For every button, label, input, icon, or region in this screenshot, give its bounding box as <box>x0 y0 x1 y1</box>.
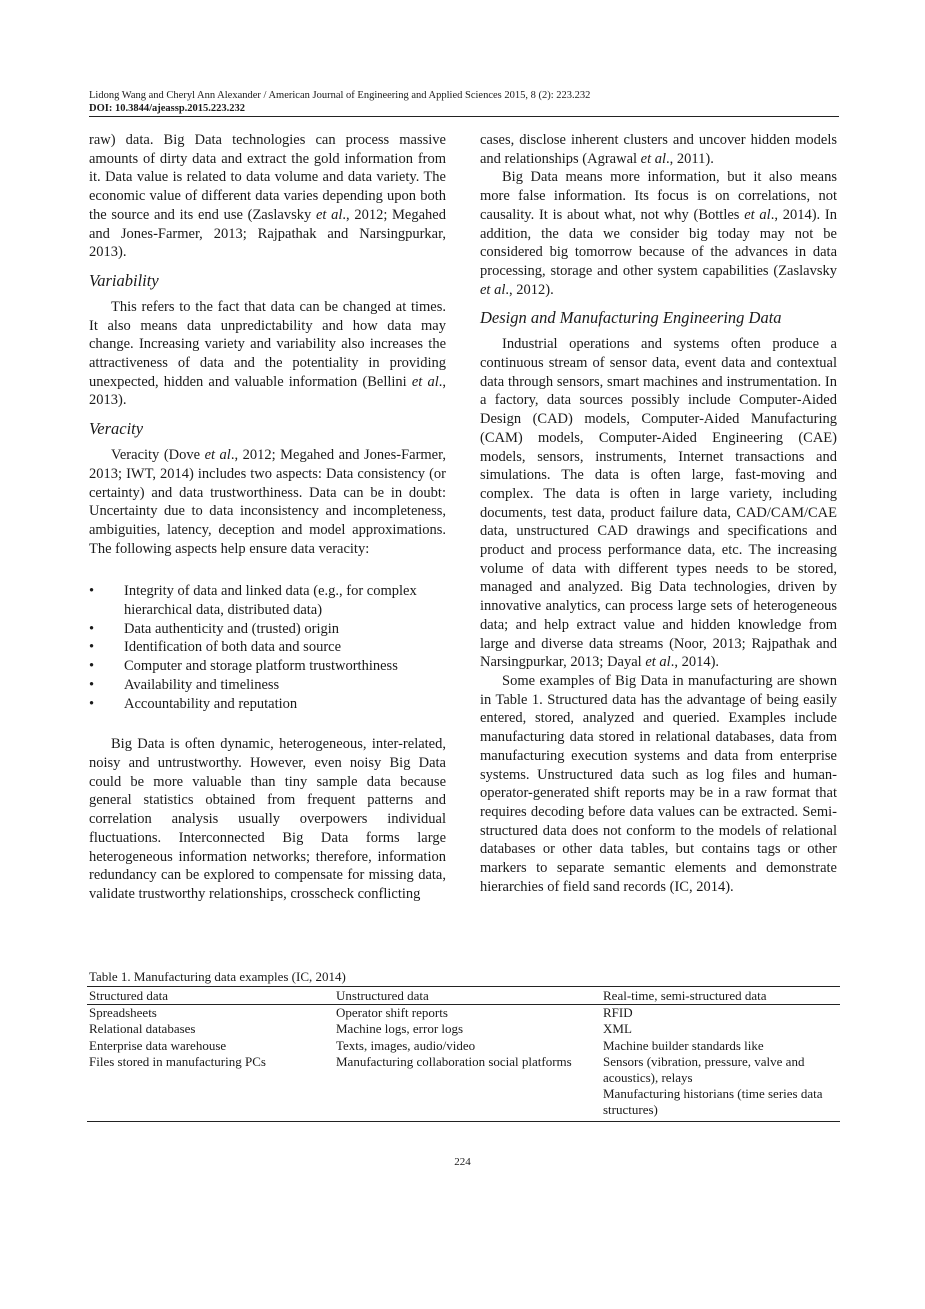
bullet-icon: • <box>89 620 95 637</box>
table-cell: Sensors (vibration, pressure, valve and acoustics), relays <box>603 1053 805 1086</box>
table-row <box>87 1021 840 1037</box>
bullet-icon: • <box>89 639 95 656</box>
column-header: Real-time, semi-structured data <box>601 987 840 1005</box>
paragraph-veracity: Veracity (Dove et al., 2012; Megahed and Jones-Farmer, 2013; IWT, 2014) includes two aspects: Data consistency (or certainty) and data trustworthiness. Data can be in doubt: Uncertainty due to data inconsistency and incompleteness, ambiguities, latency, deception and model approximations. The following aspects help ensure data veracity: <box>89 447 446 557</box>
list-item: • Availability and timeliness <box>89 676 280 693</box>
header-rule <box>89 116 839 117</box>
column-header: Structured data <box>87 987 334 1005</box>
heading-design-manufacturing: Design and Manufacturing Engineering Data <box>480 308 782 328</box>
list-item: • Accountability and reputation <box>89 695 298 712</box>
paragraph-value-continued: raw) data. Big Data technologies can process massive amounts of dirty data and extract the gold information from it. Data value is related to data volume and data variety. The economic value of different data varies depending upon both the source and its end use (Zaslavsky et al., 2012; Megahed and Jones-Farmer, 2013; Rajpathak and Narsingpurkar, 2013). <box>89 132 446 261</box>
bullet-icon: • <box>89 695 95 712</box>
table-cell <box>334 1086 601 1121</box>
table-row <box>87 1005 840 1022</box>
table-cell: Operator shift reports <box>336 1005 448 1021</box>
table-header-row <box>87 987 840 1005</box>
table-cell: Manufacturing collaboration social platforms <box>336 1053 572 1069</box>
list-item: • Computer and storage platform trustworthiness <box>89 658 398 675</box>
table-cell: Relational databases <box>89 1021 196 1037</box>
table-cell <box>87 1086 334 1121</box>
bullet-icon: • <box>89 583 95 600</box>
paragraph-cases-continued: cases, disclose inherent clusters and uncover hidden models and relationships (Agrawal et al., 2011). <box>480 132 837 167</box>
bullet-icon: • <box>89 658 95 675</box>
table-row <box>87 1054 840 1086</box>
list-item: • Identification of both data and source <box>89 639 342 656</box>
table-caption: Table 1. Manufacturing data examples (IC, 2014) <box>89 969 346 984</box>
table-cell: Texts, images, audio/video <box>336 1037 476 1053</box>
paragraph-more-information: Big Data means more information, but it also means more false information. Its focus is on correlations, not causality. It is about what, not why (Bottles et al., 2014). In addition, the data we consider big today may not be considered big tomorrow because of the advances in data processing, storage and other system capabilities (Zaslavsky et al., 2012). <box>480 169 837 298</box>
list-item: • Data authenticity and (trusted) origin <box>89 620 340 637</box>
manufacturing-data-table <box>87 986 840 1122</box>
table-cell: RFID <box>603 1005 633 1021</box>
page-number: 224 <box>454 1156 471 1168</box>
heading-variability: Variability <box>89 270 159 290</box>
table-cell: Enterprise data warehouse <box>89 1037 227 1053</box>
header-doi: DOI: 10.3844/ajeassp.2015.223.232 <box>89 102 246 114</box>
table-cell: XML <box>603 1021 632 1037</box>
running-header <box>89 90 839 115</box>
table-cell: Spreadsheets <box>89 1005 157 1021</box>
paragraph-big-data-dynamic: Big Data is often dynamic, heterogeneous, inter-related, noisy and untrustworthy. However, even noisy Big Data could be more valuable than tiny sample data because general statistics obtained from frequent patterns and correlation analysis usually overpowers individual fluctuations. Interconnected Big Data forms large heterogeneous information networks; therefore, information redundancy can be explored to compensate for missing data, validate trustworthy relationships, crosscheck conflicting <box>89 736 446 902</box>
right-column <box>480 131 837 896</box>
column-header: Unstructured data <box>334 987 601 1005</box>
table-cell: Machine logs, error logs <box>336 1021 464 1037</box>
table-cell: Manufacturing historians (time series data structures) <box>601 1086 840 1121</box>
bullet-icon: • <box>89 676 95 693</box>
table-cell: Files stored in manufacturing PCs <box>89 1053 266 1069</box>
table-cell: Machine builder standards like <box>603 1037 764 1053</box>
table-row <box>87 1038 840 1054</box>
paragraph-variability: This refers to the fact that data can be changed at times. It also means data unpredictability and how data may change. Increasing variety and variability also increases the attractiveness of data and the potentiality in providing unexpected, hidden and valuable information (Bellini et al., 2013). <box>89 298 446 409</box>
veracity-bullet-list <box>89 582 446 713</box>
paragraph-industrial-operations: Industrial operations and systems often produce a continuous stream of sensor data, event data and contextual data through sensors, smart machines and instrumentation. In a factory, data sources possibly include Computer-Aided Design (CAD) models, Computer-Aided Manufacturing (CAM) models, Computer-Aided Engineering (CAE) models, sensors, instruments, Internet transactions and simulations. The data is often large, fast-moving and complex. The data is often in large variety, including documents, test data, product failure data, CAD/CAM/CAE data, unstructured CAD drawings and specifications and product and process performance data, etc. The increasing volume of data with different types needs to be stored, managed and analyzed. Big Data technologies, driven by innovative analytics, can process large sets of heterogeneous data; and help extract value and hidden knowledge from large and diverse data streams (Noor, 2013; Rajpathak and Narsingpurkar, 2013; Dayal et al., 2014). <box>480 336 837 671</box>
heading-veracity: Veracity <box>89 419 144 439</box>
paragraph-manufacturing-examples: Some examples of Big Data in manufacturing are shown in Table 1. Structured data has the advantage of being easily entered, stored, analyzed and queried. Examples include manufacturing data stored in relational databases, data from manufacturing execution systems and data from enterprise systems. Unstructured data such as log files and human-operator-generated shift reports may be in a raw format that requires decoding before data values can be extracted. Semi-structured data does not conform to the models of relational databases or other data tables, but contains tags or other markers to separate semantic elements and demonstrate hierarchies of field sand records (IC, 2014). <box>480 672 837 895</box>
header-citation: Lidong Wang and Cheryl Ann Alexander / American Journal of Engineering and Applied Sciences 2015, 8 (2): 223.232 <box>89 90 591 101</box>
left-column <box>89 131 446 904</box>
table-row <box>87 1086 840 1121</box>
list-item: • Integrity of data and linked data (e.g., for complex hierarchical data, distributed data) <box>89 583 417 619</box>
